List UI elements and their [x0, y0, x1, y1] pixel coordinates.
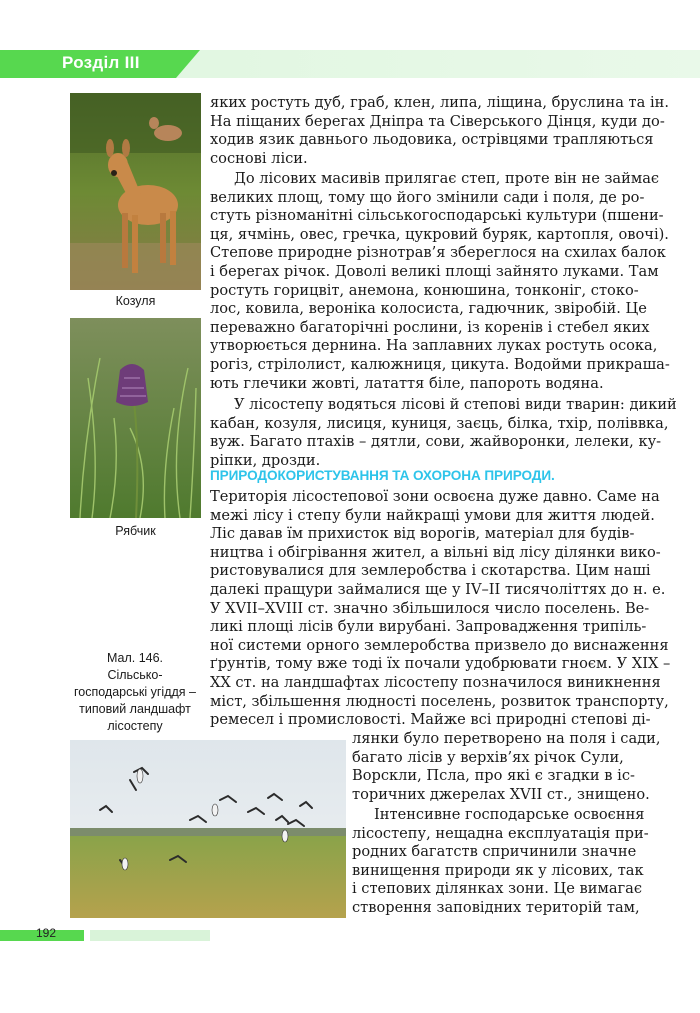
text-line: ростуть горицвіт, анемона, конюшина, тонконіг, стоко- — [210, 281, 639, 299]
text-line: торичних джерелах XVII ст., знищено. — [352, 785, 650, 803]
text-line: переважно багаторічні рослини, із коренів і стебел яких — [210, 318, 650, 336]
text-line: Територія лісостепової зони освоєна дуже давно. Саме на — [210, 488, 660, 505]
text-line: яких ростуть дуб, граб, клен, липа, ліщина, бруслина та ін. — [210, 94, 670, 111]
figure-caption-line: лісостепу — [107, 719, 163, 733]
text-line: створення заповідних територій там, — [352, 898, 640, 916]
text-line: ґрунтів, тому вже тоді їх почали удобрювати гноєм. У XIX – — [210, 655, 671, 673]
text-line: Інтенсивне господарське освоєння — [374, 806, 645, 823]
figure-label: Мал. 146. — [106, 651, 164, 665]
text-line: винищення природи як у лісових, так — [352, 861, 644, 879]
text-line: ють глечики жовті, латаття біле, папороть водяна. — [210, 374, 604, 392]
footer-bar — [90, 930, 210, 941]
text-line: XX ст. на ландшафтах лісостепу позначилося виникнення — [210, 673, 661, 691]
figure-caption — [62, 650, 208, 735]
text-line: ристовувалися для землеробства і скотарства. Цим наші — [210, 562, 651, 580]
text-line: родних багатств спричинили значне — [352, 843, 637, 861]
text-line: ріпки, дрозди. — [210, 451, 321, 469]
text-line: ця, ячмінь, овес, гречка, цукровий буряк, картопля, овочі). — [210, 225, 669, 243]
fritillary-photo — [70, 318, 201, 518]
roe-deer-caption: Козуля — [115, 294, 156, 308]
text-line: далекі пращури займалися ще у IV–II тисячоліттях до н. е. — [210, 580, 666, 598]
text-line: соснові ліси. — [210, 149, 308, 167]
text-line: лянки було перетворено на поля і сади, — [352, 730, 661, 747]
roe-deer-photo — [70, 93, 201, 290]
text-line: Ворскли, Псла, про які є згадки в іс- — [352, 767, 635, 785]
text-line: ництва і обігрівання жител, а вільні від лісу ділянки вико- — [210, 543, 661, 561]
paragraph-4-continued — [352, 730, 661, 804]
page-number: 192 — [36, 926, 57, 940]
text-line: лос, ковила, вероніка колосиста, гадючник, звіробій. Це — [210, 300, 647, 318]
text-line: ремесел і промисловості. Майже всі природні степові ді- — [210, 711, 651, 729]
text-line: утворюється дернина. На заплавних луках ростуть осока, — [210, 337, 658, 355]
figure-caption-line: господарські угіддя – — [74, 685, 196, 699]
text-line: і берегах річок. Доволі великі площі зайнято луками. Там — [210, 262, 659, 280]
text-line: У лісостепу водяться лісові й степові види тварин: дикий — [234, 396, 677, 413]
text-line: і степових ділянках зони. Це вимагає — [352, 880, 643, 898]
text-line: великих площ, тому що його змінили сади і поля, де ро- — [210, 188, 645, 206]
text-line: На піщаних берегах Дніпра та Сіверського Дінця, куди до- — [210, 112, 665, 130]
paragraph-3 — [210, 396, 677, 470]
figure-caption-line: типовий ландшафт — [79, 702, 191, 716]
paragraph-2 — [210, 170, 670, 393]
farmland-storks-photo — [70, 740, 346, 918]
text-line: Ліс давав їм прихисток від ворогів, матеріал для будів- — [210, 525, 635, 543]
figure-caption-line: Сільсько- — [107, 668, 163, 682]
paragraph-4 — [210, 488, 671, 730]
fritillary-caption: Рябчик — [115, 524, 156, 538]
text-line: лісостепу, нещадна експлуатація при- — [352, 824, 649, 842]
paragraph-5 — [352, 806, 649, 918]
text-line: У XVII–XVIII ст. значно збільшилося число поселень. Ве- — [210, 599, 650, 617]
text-line: рогіз, стрілолист, калюжниця, цикута. Водойми прикраша- — [210, 355, 670, 373]
text-line: ходив язик давнього льодовика, острівцями трапляються — [210, 131, 654, 149]
section-title: Розділ III — [62, 53, 140, 72]
text-line: Степове природне різнотрав’я збереглося на схилах балок — [210, 244, 666, 262]
text-line: вуж. Багато птахів – дятли, сови, жайворонки, лелеки, ку- — [210, 433, 662, 451]
text-line: ликі площі лісів були вирубані. Запровадження трипіль- — [210, 618, 647, 636]
text-line: багато лісів у верхів’ях річок Сули, — [352, 748, 624, 766]
text-line: стуть різноманітні сільськогосподарські культури (пшени- — [210, 207, 664, 225]
text-line: ної системи орного землеробства призвело до виснаження — [210, 636, 669, 654]
text-line: міст, збільшення людності поселень, розвиток транспорту, — [210, 692, 669, 710]
text-line: кабан, козуля, лисиця, куниця, заєць, білка, тхір, поліввка, — [210, 414, 669, 432]
section-heading: ПРИРОДОКОРИСТУВАННЯ ТА ОХОРОНА ПРИРОДИ. — [210, 468, 555, 483]
text-line: До лісових масивів прилягає степ, проте він не займає — [234, 170, 660, 187]
text-line: межі лісу і степу були найкращі умови для життя людей. — [210, 506, 655, 524]
paragraph-1 — [210, 94, 670, 168]
